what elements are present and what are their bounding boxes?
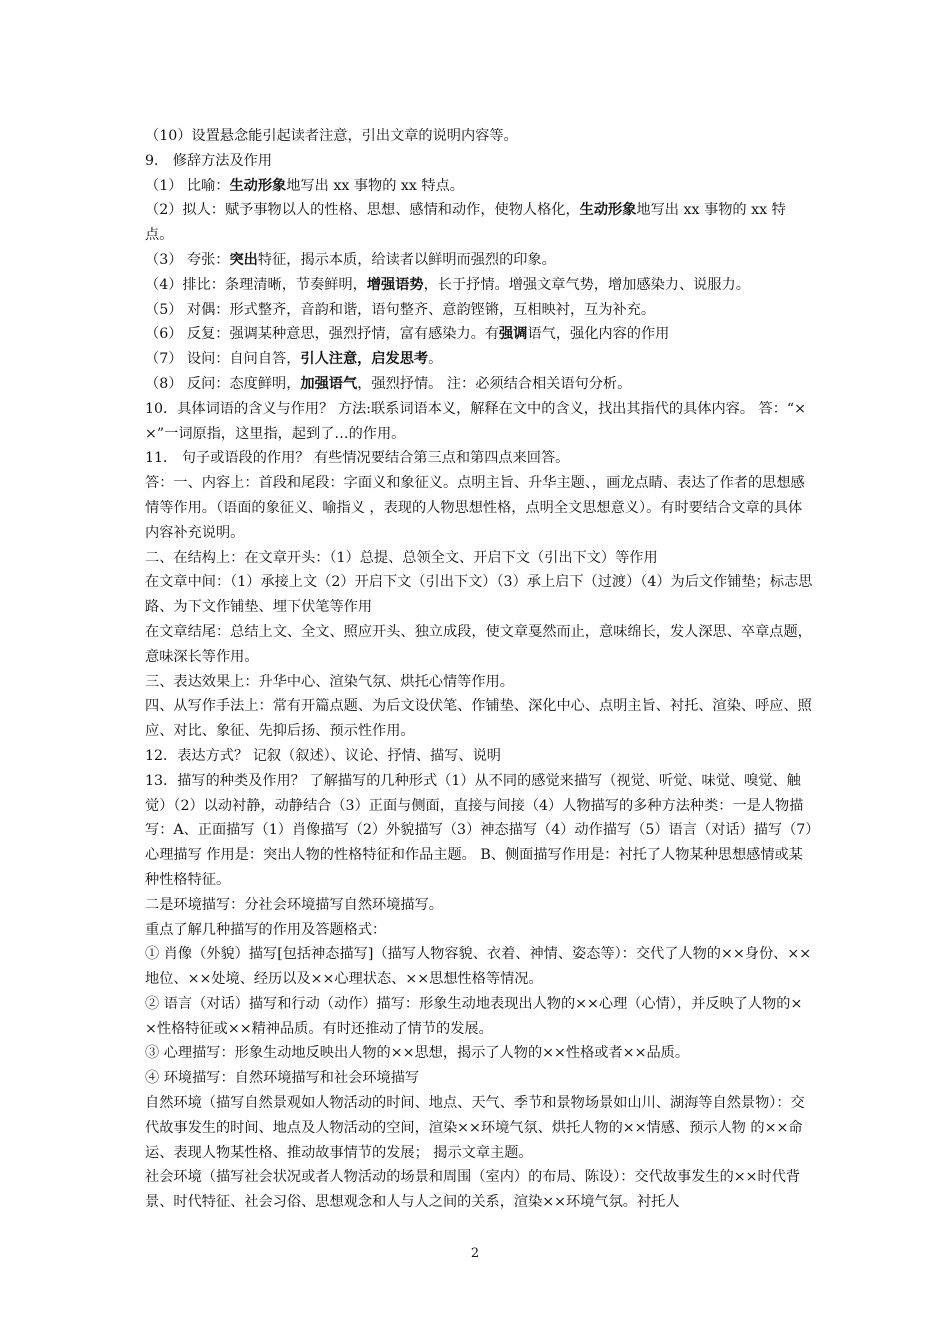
text-run: 在文章中间：（1）承接上文（2）开启下文（引出下文）（3）承上启下（过渡）（4）为后文作铺垫；标志思路、为下文作铺垫、埋下伏笔等作用	[145, 574, 813, 616]
text-run: ，强烈抒情。 注：必须结合相关语句分析。	[357, 375, 632, 392]
text-paragraph	[145, 347, 813, 372]
text-paragraph	[145, 322, 813, 347]
text-run: 语气，强化内容的作用	[527, 326, 670, 343]
document-body	[145, 124, 813, 1215]
text-run: 自然环境（描写自然景观如人物活动的时间、地点、天气、季节和景物场景如山川、湖海等自然景物）：交代故事发生的时间、地点及人物活动的空间，渲染××环境气氛、烘托人物的××情感、预示人物 的××命运、表现人物某性格、推动故事情节的发展； 揭示文章主题。	[145, 1095, 805, 1161]
text-run: （7） 设问：自问自答，	[145, 351, 301, 368]
text-paragraph	[145, 124, 813, 149]
text-run: 重点了解几种描写的作用及答题格式：	[145, 921, 387, 938]
text-paragraph	[145, 570, 813, 620]
text-paragraph	[145, 198, 813, 248]
text-paragraph	[145, 1066, 813, 1091]
text-paragraph	[145, 744, 813, 769]
text-run: ② 语言（对话）描写和行动（动作）描写：形象生动地表现出人物的××心理（心情），并反映了人物的××性格特征或××精神品质。有时还推动了情节的发展。	[145, 995, 803, 1037]
text-run: （8） 反问：态度鲜明，	[145, 375, 301, 392]
text-run: ④ 环境描写：自然环境描写和社会环境描写	[145, 1070, 420, 1087]
emphasis-text: 引人注意，启发思考	[300, 351, 429, 368]
text-paragraph	[145, 471, 813, 545]
text-run: （4）排比：条理清晰，节奏鲜明，	[145, 276, 367, 293]
text-run: 二是环境描写：分社会环境描写自然环境描写。	[145, 896, 443, 913]
emphasis-text: 增强语势	[366, 276, 424, 293]
text-run: ③ 心理描写：形象生动地反映出人物的××思想，揭示了人物的××性格或者××品质。	[145, 1045, 690, 1062]
text-run: （10）设置悬念能引起读者注意，引出文章的说明内容等。	[145, 128, 518, 144]
text-run: 三、表达效果上：升华中心、渲染气氛、烘托心情等作用。	[145, 673, 514, 690]
text-run: （2）拟人：赋予事物以人的性格、思想、感情和动作，使物人格化，	[145, 202, 580, 219]
text-run: 。	[428, 351, 443, 368]
text-paragraph	[145, 446, 813, 471]
text-run: 二、在结构上：在文章开头：（1）总提、总领全文、开启下文（引出下文）等作用	[145, 549, 658, 566]
page-number: 2	[470, 1246, 480, 1261]
text-paragraph	[145, 893, 813, 918]
text-run: （1） 比喻：	[145, 177, 230, 194]
text-run: （3） 夸张：	[145, 251, 230, 268]
text-paragraph	[145, 248, 813, 273]
text-run: 四、从写作手法上：常有开篇点题、为后文设伏笔、作铺垫、深化中心、点明主旨、衬托、渲染、呼应、照应、对比、象征、先抑后扬、预示性作用。	[145, 698, 812, 740]
text-paragraph	[145, 694, 813, 744]
text-run: 答：一、内容上：首段和尾段：字面义和象征义。点明主旨、升华主题、，画龙点睛、表达了作者的思想感情等作用。（语面的象征义、喻指义 ，表现的人物思想性格，点明全文思想意义）。有时要结合文章的具体内容补充说明。	[145, 475, 805, 541]
text-run: 10．具体词语的含义与作用？ 方法:联系词语本义，解释在文中的含义，找出其指代的具体内容。 答：“××”一词原指，这里指，起到了…的作用。	[145, 400, 807, 442]
text-run: （5） 对偶：形式整齐，音韵和谐，语句整齐、意韵铿锵，互相映衬，互为补充。	[145, 301, 656, 318]
text-paragraph	[145, 992, 813, 1042]
text-run: 地写出 xx 事物的 xx 特点。	[286, 177, 464, 194]
text-run: 9． 修辞方法及作用	[145, 152, 273, 169]
text-paragraph	[145, 942, 813, 992]
text-paragraph	[145, 1091, 813, 1165]
text-paragraph	[145, 298, 813, 323]
text-paragraph	[145, 1165, 813, 1215]
text-paragraph	[145, 769, 813, 893]
emphasis-text: 生动形象	[229, 177, 287, 194]
text-run: ，长于抒情。增强文章气势，增加感染力、说服力。	[423, 276, 750, 293]
text-run: 社会环境（描写社会状况或者人物活动的场景和周围（室内）的布局、陈设）：交代故事发生的××时代背景、时代特征、社会习俗、思想观念和人与人之间的关系，渲染××环境气氛。衬托人	[145, 1169, 801, 1211]
text-run: 特征，揭示本质，给读者以鲜明而强烈的印象。	[257, 251, 556, 268]
text-run: 在文章结尾：总结上文、全文、照应开头、独立成段，使文章戛然而止，意味绵长，发人深思、卒章点题，意味深长等作用。	[145, 623, 812, 665]
text-run: （6） 反复：强调某种意思，强烈抒情，富有感染力。有	[145, 326, 500, 343]
text-paragraph	[145, 372, 813, 397]
text-run: 11． 句子或语段的作用？ 有些情况要结合第三点和第四点来回答。	[145, 450, 570, 467]
emphasis-text: 强调	[499, 326, 528, 343]
text-paragraph	[145, 397, 813, 447]
text-paragraph	[145, 174, 813, 199]
text-paragraph	[145, 273, 813, 298]
text-paragraph	[145, 1041, 813, 1066]
emphasis-text: 加强语气	[300, 375, 358, 392]
text-run: 12．表达方式？ 记叙（叙述）、议论、抒情、描写、说明	[145, 747, 501, 764]
text-paragraph	[145, 546, 813, 571]
text-paragraph	[145, 620, 813, 670]
text-run: 地写出 xx 事物的 xx 特点。	[145, 202, 786, 244]
text-run: 13．描写的种类及作用？ 了解描写的几种形式（1）从不同的感觉来描写（视觉、听觉、味觉、嗅觉、触觉）（2）以动衬静，动静结合（3）正面与侧面，直接与间接（4）人物描写的多种方法种类：一是人物描写：A、正面描写（1）肖像描写（2）外貌描写（3）神态描写（4）动作描写（5）语言（对话）描写（7）心理描写 作用是：突出人物的性格特征和作品主题。 B、侧面描写作用是：衬托了人物某种思想感情或某种性格特征。	[145, 772, 813, 888]
text-run: ① 肖像（外貌）描写[包括神态描写]（描写人物容貌、衣着、神情、姿态等）：交代了人物的××身份、××地位、××处境、经历以及××心理状态、××思想性格等情况。	[145, 946, 812, 988]
emphasis-text: 生动形象	[579, 202, 637, 219]
emphasis-text: 突出	[229, 251, 258, 268]
text-paragraph	[145, 918, 813, 943]
text-paragraph	[145, 149, 813, 174]
text-paragraph	[145, 670, 813, 695]
